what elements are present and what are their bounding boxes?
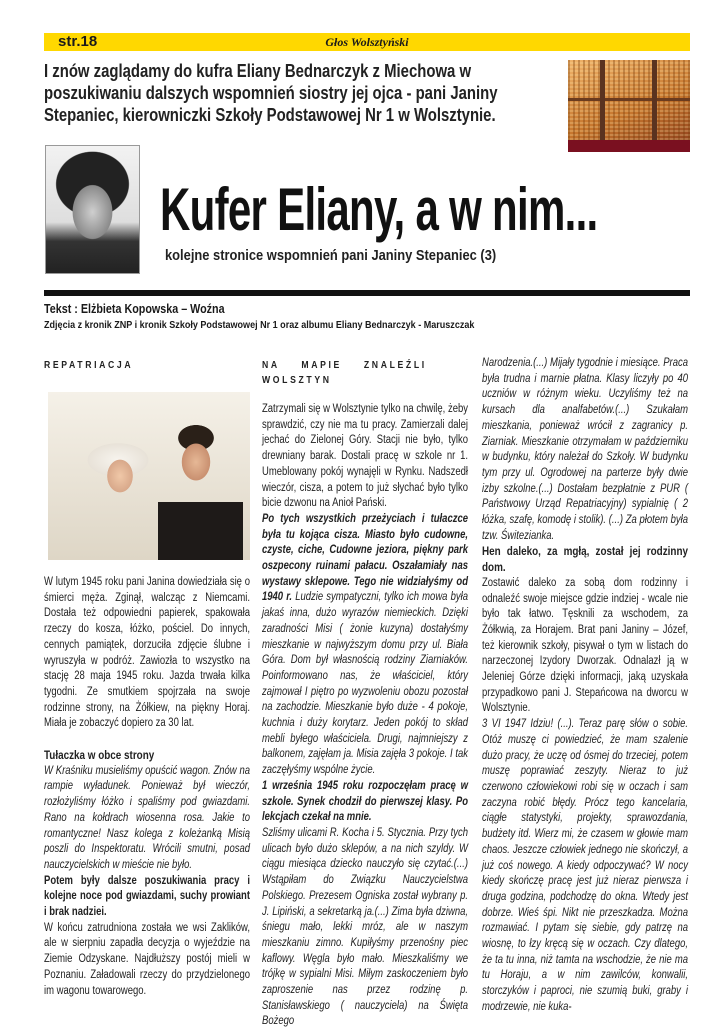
paragraph-letter: 3 VI 1947 Idziu! (...). Teraz parę słów o sobie. Otóż muszę ci powiedzieć, że mam szalenie dużo pracy, że uczę od ósmej do trzeciej, potem muszę poprawiać zeszyty. Nieraz to już czerwono człowiekowi robi się w oczach i sam zaczyna robić błędy. Prócz tego kancelaria, ciągłe statystyki, projekty, sprawozdania, budżety itd. Wierz mi, że czasem w głowie mam chaos. Jeszcze człowiek jednego nie skończył, a już coś nowego. A kiedy odpoczywać? W nocy kiedy skończę pracę jest już nieraz pierwsza i druga godzina, podchodzę do okna. Wtedy jest dobrze. Wieś śpi. Nikt nie przeszkadza. Można rozmawiać. I pytam się siebie, gdy patrzę na wiosnę, to łzy kręcą się w oczach. Czy dlatego, że ta tu inna, niż tamta na wschodzie, że nie ma tu Horaju, a w nim zawilców, konwalii, storczyków i paproci, nie szumią buki, graby i modrzewie, nie kuka- xyxy=(482,718,688,1013)
section-heading-wolsztyn: NA MAPIE ZNALEŹLI WOLSZTYN xyxy=(262,359,427,386)
paragraph-quote: Narodzenia.(...) Mijały tygodnie i miesiące. Praca była trudna i marnie płatna. Klasy liczyły po 40 uczniów w różnym wieku. Uczyliśmy też na kursach dla analfabetów.(...) Szukałam mieszkania, ponieważ wrócił z zagranicy p. Ziarniak. Mieszkanie otrzymałam w październiku w budynku, który należał do Szkoły. W budynku tym przy ul. Ogrodowej na parterze były dwie izby szkolne.(...) Dostałam bezpłatnie z PUR ( Państwowy Urząd Repatriacyjny) sypialnię ( 2 łóżka, szafę, komodę i stolik). (...) Za płotem była tzw. Świtezianka. xyxy=(482,357,688,542)
paragraph-bold-quote: 1 września 1945 roku rozpoczęłam pracę w szkole. Synek chodził do pierwszej klasy. Po lekcjach czekał na mnie. xyxy=(262,779,468,824)
portrait-photo xyxy=(45,145,140,274)
paragraph-quote: Szliśmy ulicami R. Kocha i 5. Stycznia. Przy tych ulicach było dużo sklepów, a na nich szyldy. W ciągu miesiąca dziecko nauczyło się czytać.(...) Wstąpiłam do Związku Nauczycielstwa Polskiego. Prezesem Ogniska został wybrany p. J. Lipiński, a sekretarką ja.(...) Zima była dziwna, śniegu mało, lekki mróz, ale w naszym mieszkaniu zimno. Kupiłyśmy przenośny piec kaflowy. Węgla było mało. Mieszkaliśmy we trójkę w sypialni Misi. Miłym zaskoczeniem było zaproszenie nas przez rodzinę p. Stanisławskiego ( nauczyciela) na Święta Bożego xyxy=(262,826,468,1028)
paragraph-quote: W Kraśniku musieliśmy opuścić wagon. Znów na rampie wyładunek. Ponieważ był wieczór, rozłożyliśmy łóżko i spaliśmy pod gwiazdami. Rano na kołdrach wiosenna rosa. Jakie to romantyczne! Nasz kolega z koleżanką Misią poszli do Inspektoratu. Wrócili smutni, posad nauczycielskich w mieście nie było. xyxy=(44,764,250,871)
chest-strap xyxy=(652,60,657,152)
column-1-text xyxy=(44,575,250,999)
quote-text: Ludzie sympatyczni, tylko ich mowa była jakaś inna, dużo wyrazów niemieckich. Dzięki zaradności Misi ( żonie kuzyna) dostałyśmy mieszkanie w najwyższym domu przy ul. Biała Góra. Dom był własnością rodziny Ziarniaków. Poinformowano nas, że właściciel, który zajmował I piętro po wyzwoleniu obozu pozostał na zachodzie. Mieszkanie było duże - 4 pokoje, kuchnia i duży korytarz. Jeden pokój to skład mebli byłego właściciela. Drugi, najmniejszy z balkonem, zajęłam ja. Misia zajęła 3 pokoje. I tak zaczęłyśmy wspólne życie. xyxy=(262,591,468,777)
page-header-bar xyxy=(44,33,690,51)
photo-credit: Zdjęcia z kronik ZNP i kronik Szkoły Podstawowej Nr 1 oraz albumu Eliany Bednarczyk - Maruszczak xyxy=(44,319,475,331)
author-credit: Tekst : Elżbieta Kopowska – Woźna xyxy=(44,302,225,316)
article-title: Kufer Eliany, a w nim... xyxy=(160,176,598,243)
quote-emphasis: Po tych wszystkich przeżyciach i tułaczce była tu kojąca cisza. Miasto było cudowne, czyste, ciche, Cudowne jeziora, piękny park oszpecony ruinami pałacu. Oszałamiały nas wystawy sklepowe. Tego nie widziałyśmy od 1940 r. xyxy=(262,512,468,604)
chest-lid-line xyxy=(568,98,690,101)
divider-rule xyxy=(44,290,690,296)
article-subtitle: kolejne stronice wspomnień pani Janiny Stepaniec (3) xyxy=(165,247,497,264)
wicker-chest-photo xyxy=(568,60,690,152)
article-lead: I znów zaglądamy do kufra Eliany Bednarczyk z Miechowa w poszukiwaniu dalszych wspomnień siostry jej ojca - pani Janiny Stepaniec, kierowniczki Szkoły Podstawowej Nr 1 w Wolsztynie. xyxy=(44,60,498,125)
page-number: str.18 xyxy=(58,33,98,50)
column-2 xyxy=(262,358,468,1030)
paragraph: W lutym 1945 roku pani Janina dowiedziała się o śmierci męża. Zginął, walcząc z Niemcami. Dostała też odpowiedni papierek, spakowała rzeczy do kosza, łóżko, pościel. Do innych, cennych pamiątek, dorzuciła zdjęcie ślubne i wyruszyła w podróż. Zawiozła to wszystko na stację 28 maja 1945 roku. Jazda trwała kilka tygodni. Ze smutkiem spojrzała na swoje rodzinne strony, na Żółkiew, na piękny Horaj. Miała je zobaczyć dopiero za 30 lat. xyxy=(44,576,250,730)
paragraph: W końcu zatrudniona została we wsi Zaklików, ale w sierpniu zapadła decyzja o wyjeździe na Ziemie Odzyskane. Najdłuższy postój mieli w Poznaniu. Załadowali rzeczy do przydzielonego im wagonu towarowego. xyxy=(44,921,250,997)
paragraph-bold: Potem były dalsze poszukiwania pracy i kolejne noce pod gwiazdami, suchy prowiant i brak nadziei. xyxy=(44,874,250,919)
column-3 xyxy=(482,356,688,1016)
paragraph-quote xyxy=(262,512,468,779)
paragraph: Zostawić daleko za sobą dom rodzinny i odnaleźć swoje miejsce gdzie indziej - wcale nie było tak łatwo. Tęsknili za wschodem, za Żółkwią, za Horajem. Brat pani Janiny – Józef, też kierownik szkoły, pisywał o tym w listach do narzeczonej Izydory Dworzak. Odnalazł ją w Jeleniej Górze dzięki informacji, jaką uzyskała przypadkowo pani J. Stepańcowa na dworcu w Wolsztynie. xyxy=(482,576,688,715)
paragraph: Zatrzymali się w Wolsztynie tylko na chwilę, żeby sprawdzić, czy nie ma tu pracy. Zamierzali dalej jechać do Zielonej Góry. Stacji nie było, tylko drewniany barak. Dostali pracę w szkole nr 1. Umeblowany pokój wynajęli w Rynku. Nadszedł wieczór, cisza, a potem to już słychać było tylko bicie dzwonu na Anioł Pański. xyxy=(262,403,468,510)
subheading: Tułaczka w obce strony xyxy=(44,748,155,763)
newspaper-name: Głos Wolsztyński xyxy=(325,35,409,49)
wedding-photo xyxy=(48,392,250,560)
rug xyxy=(568,140,690,152)
column-1 xyxy=(44,358,250,373)
section-heading-repatriacja: REPATRIACJA xyxy=(44,359,134,371)
chest-strap xyxy=(600,60,605,152)
paragraph-bold: Hen daleko, za mgłą, został jej rodzinny dom. xyxy=(482,544,688,575)
